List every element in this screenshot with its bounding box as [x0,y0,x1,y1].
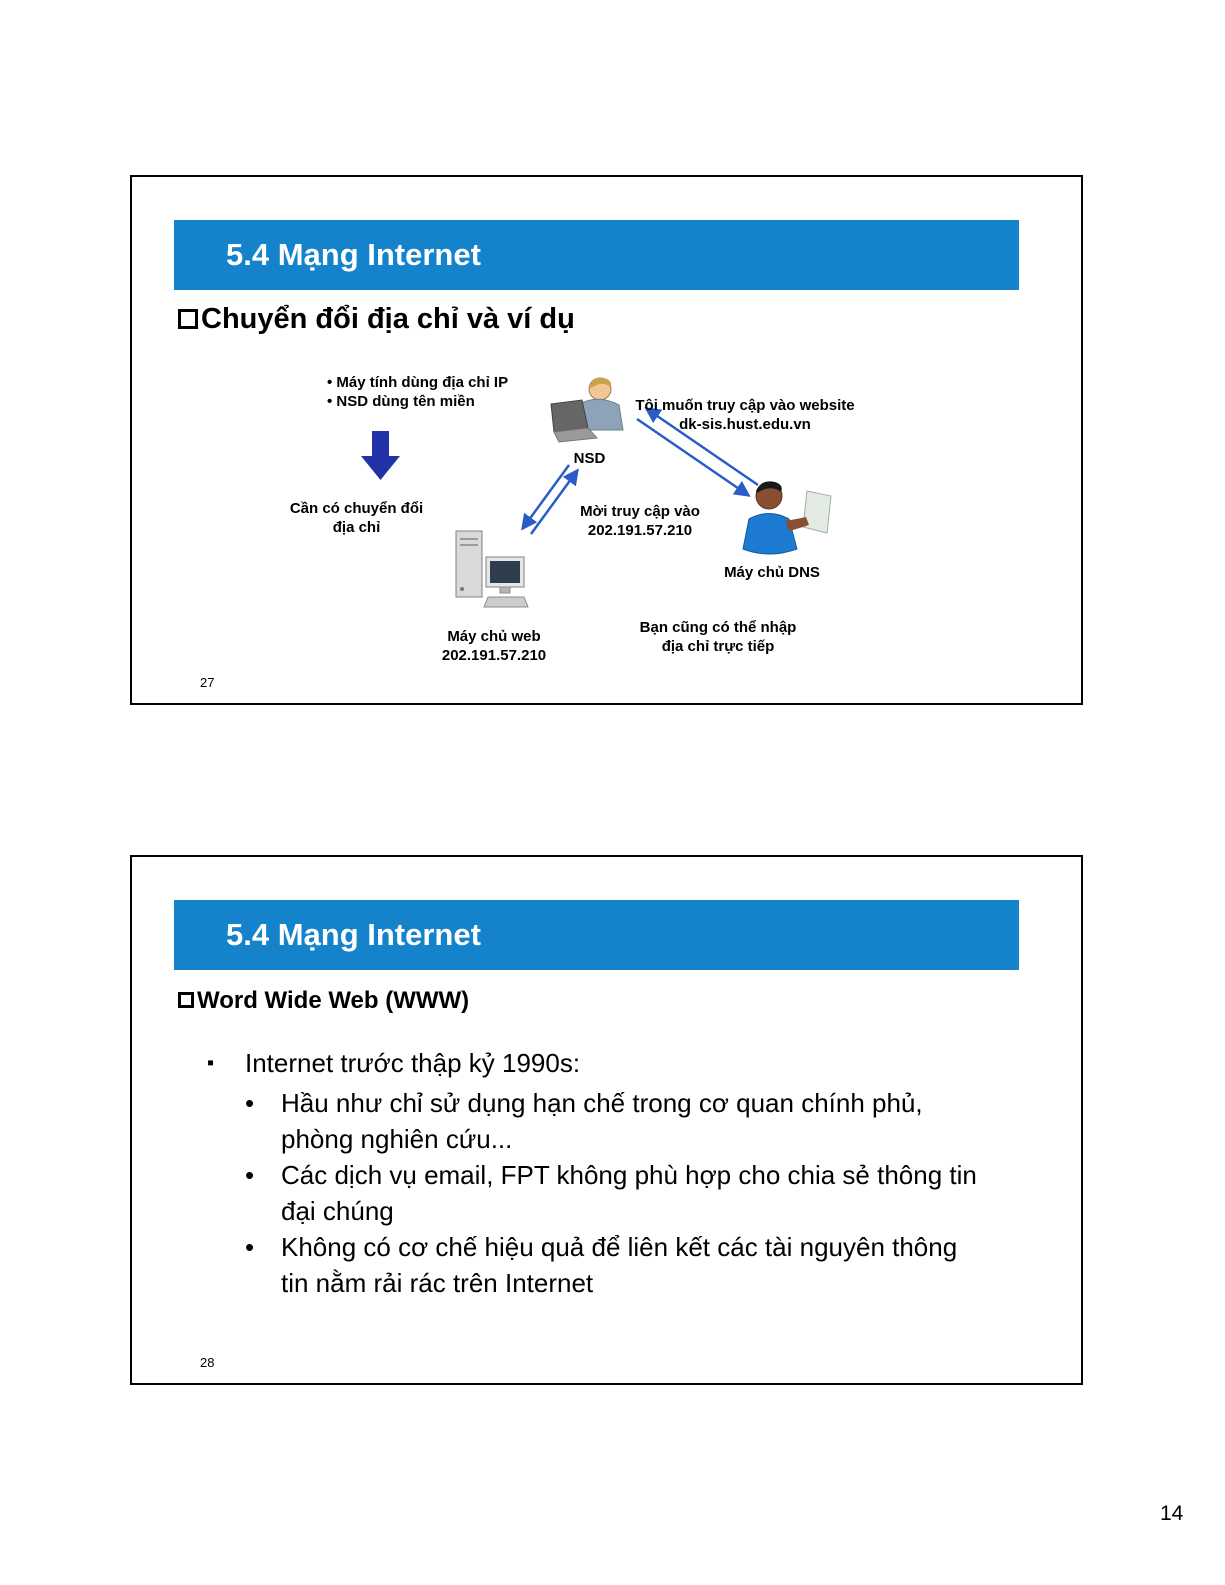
need-conversion-label: Cần có chuyển đổi địa chỉ [289,500,424,536]
ip-vs-domain-notes [327,373,508,411]
square-marker: ▪ [207,1052,215,1074]
slide-title: 5.4 Mạng Internet [226,917,481,952]
web-server-label: Máy chủ web 202.191.57.210 [441,628,547,664]
slide-heading-text: Word Wide Web (WWW) [197,987,470,1014]
nsd-user-figure [537,374,642,449]
slide-heading-text: Chuyển đổi địa chỉ và ví dụ [201,303,575,335]
list-item-text: Các dịch vụ email, FPT không phù hợp cho chia sẻ thông tin đại chúng [281,1160,977,1226]
list-item-text: Không có cơ chế hiệu quả để liên kết các tài nguyên thông tin nằm rải rác trên Internet [281,1232,958,1298]
dot-marker: • [245,1088,255,1118]
user-request-label: Tôi muốn truy cập vào website dk-sis.hust.edu.vn [635,397,855,433]
page-number: 14 [1160,1502,1184,1525]
down-arrow-icon [361,431,400,480]
dns-person-figure [739,477,839,565]
slide-title-bar [174,900,1019,970]
slide-28 [130,855,1083,1385]
nsd-label: NSD [573,450,606,467]
dot-marker: • [245,1232,255,1262]
slide-heading [178,987,469,1015]
bullet-list [207,1045,1027,1301]
slide-number: 28 [200,1355,215,1370]
slide-number: 27 [200,675,215,690]
dns-reply-label: Mời truy cập vào 202.191.57.210 [580,503,700,539]
slide-title: 5.4 Mạng Internet [226,237,481,272]
direct-entry-note: Bạn cũng có thể nhập địa chỉ trực tiếp [639,619,797,655]
list-item-level1 [207,1045,1027,1081]
square-bullet-icon [178,992,194,1008]
dot-marker: • [245,1160,255,1190]
note-line: • NSD dùng tên miền [327,393,475,410]
list-item-text: Internet trước thập kỷ 1990s: [245,1048,581,1078]
dns-server-label: Máy chủ DNS [724,564,820,581]
list-item-level2 [207,1229,1027,1301]
web-server-figure [450,529,530,621]
slide-27 [130,175,1083,705]
dns-resolution-diagram [132,177,1085,707]
list-item-text: Hầu như chỉ sử dụng hạn chế trong cơ quan chính phủ, phòng nghiên cứu... [281,1088,923,1154]
note-line: • Máy tính dùng địa chỉ IP [327,374,509,391]
list-item-level2 [207,1085,1027,1157]
list-item-level2 [207,1157,1027,1229]
